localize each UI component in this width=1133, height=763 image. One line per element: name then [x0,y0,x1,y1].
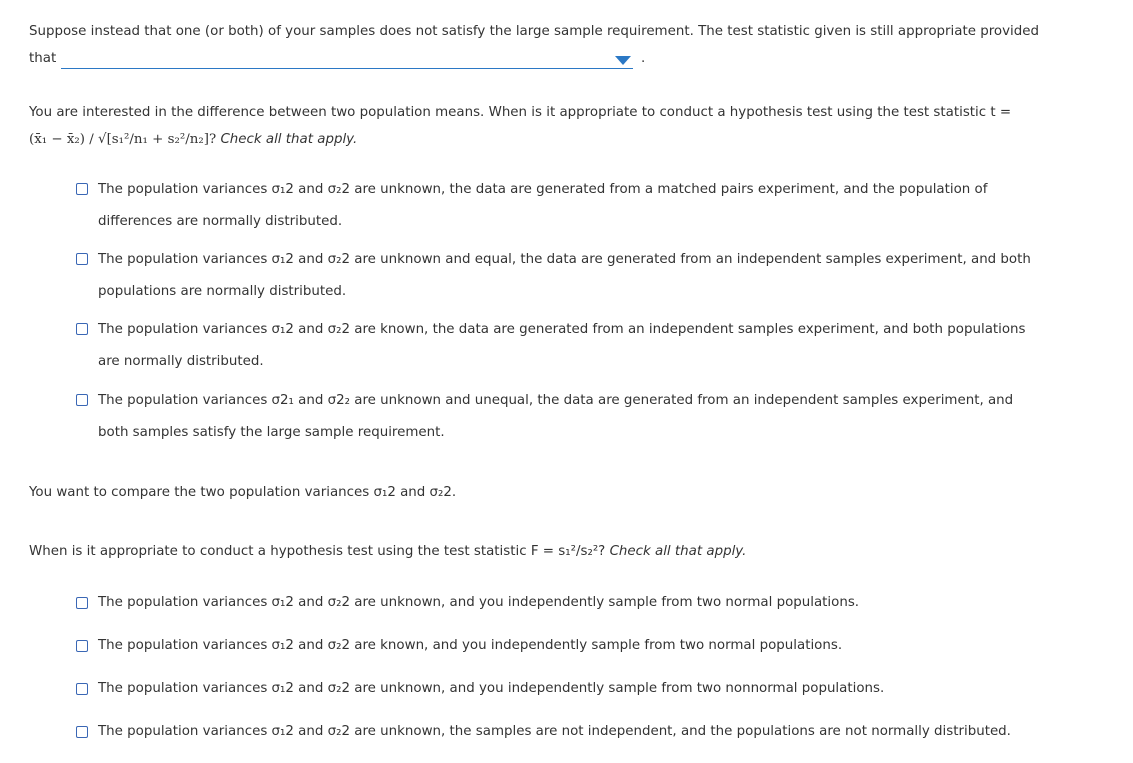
q2-option-4[interactable] [98,385,1098,449]
q2-option-2-line1: The population variances σ₁2 and σ₂2 are unknown and equal, the data are generated from an independent samples experiment, and both [98,252,1031,267]
q3-option-2[interactable]: The population variances σ₁2 and σ₂2 are known, and you independently sample from two normal populations. [98,638,843,653]
q2-prompt-line2 [29,131,357,149]
chevron-down-icon [615,56,631,65]
q3-option-3[interactable]: The population variances σ₁2 and σ₂2 are unknown, and you independently sample from two nonnormal populations. [98,681,885,696]
q2-option-3[interactable] [98,314,1098,378]
q3-instruction: Check all that apply. [609,544,747,559]
q3-prompt-text: When is it appropriate to conduct a hypothesis test using the test statistic F = s₁²/s₂²? [29,544,606,559]
q2-option-2[interactable] [98,244,1098,308]
q2-prompt-line1: You are interested in the difference between two population means. When is it appropriate to conduct a hypothesis test using the test statistic t = [29,105,1012,120]
q2-option-2-line2: populations are normally distributed. [98,284,347,299]
q2-option-1-line2: differences are normally distributed. [98,214,343,229]
q2-option-4-line2: both samples satisfy the large sample requirement. [98,425,445,440]
q2-option-4-line1: The population variances σ2₁ and σ2₂ are unknown and unequal, the data are generated from an independent samples experiment, and [98,393,1014,408]
q2-option-1-line1: The population variances σ₁2 and σ₂2 are unknown, the data are generated from a matched pairs experiment, and the population of [98,182,988,197]
q3-prompt [29,543,746,561]
q3-option-4[interactable]: The population variances σ₁2 and σ₂2 are unknown, the samples are not independent, and the populations are not normally distributed. [98,724,1011,739]
q2-option-3-checkbox[interactable] [76,323,88,335]
q3-option-3-checkbox[interactable] [76,683,88,695]
q3-option-1-checkbox[interactable] [76,597,88,609]
q2-instruction: Check all that apply. [220,132,358,147]
q1-text-line1: Suppose instead that one (or both) of your samples does not satisfy the large sample requirement. The test statistic given is still appropriate provided [29,24,1039,39]
q3-intro: You want to compare the two population variances σ₁2 and σ₂2. [29,485,457,500]
q3-option-4-checkbox[interactable] [76,726,88,738]
q2-option-4-checkbox[interactable] [76,394,88,406]
q2-option-1[interactable] [98,174,1098,238]
q1-text-that: that [29,51,57,66]
t-statistic-formula: (x̄₁ − x̄₂) / √[s₁²/n₁ + s₂²/n₂]? [29,132,217,147]
q1-answer-dropdown[interactable] [61,50,633,69]
q1-period: . [641,51,646,66]
q2-option-1-checkbox[interactable] [76,183,88,195]
q2-option-3-line1: The population variances σ₁2 and σ₂2 are known, the data are generated from an independent samples experiment, and both populations [98,322,1026,337]
q2-option-3-line2: are normally distributed. [98,354,264,369]
q3-option-2-checkbox[interactable] [76,640,88,652]
q3-option-1[interactable]: The population variances σ₁2 and σ₂2 are unknown, and you independently sample from two normal populations. [98,595,860,610]
q2-option-2-checkbox[interactable] [76,253,88,265]
